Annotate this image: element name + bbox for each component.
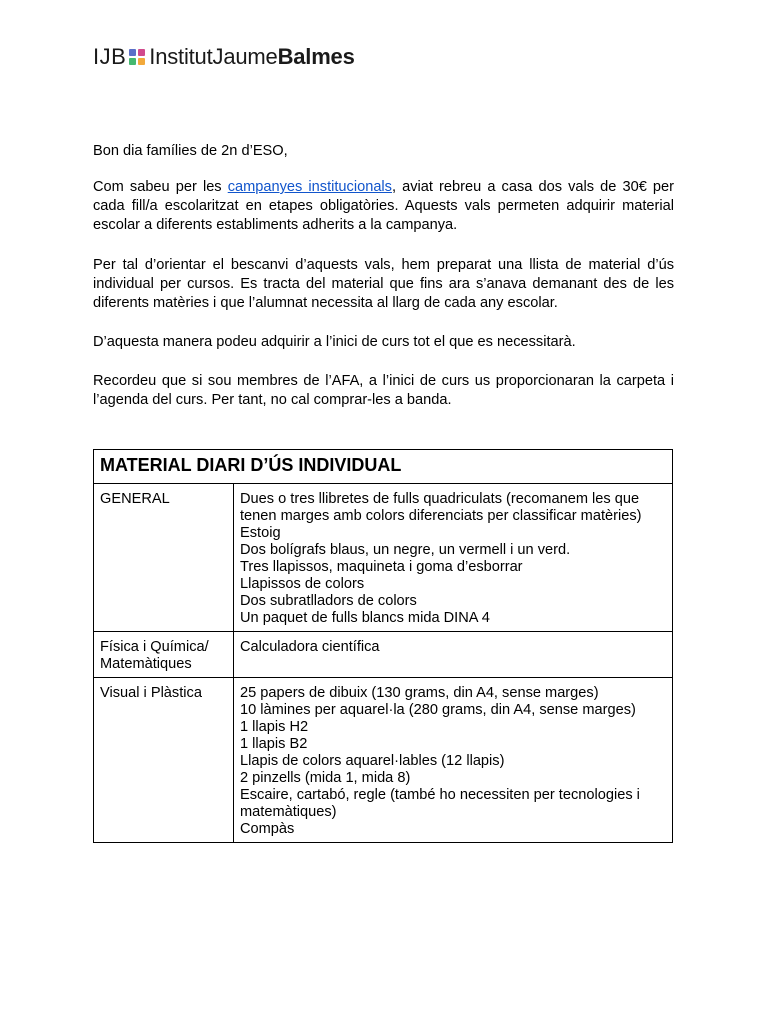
campaign-link[interactable]: campanyes institucionals: [227, 179, 392, 195]
paragraph-afa: Recordeu que si sou membres de l’AFA, a l’inici de curs us proporcionaran la carpeta i l’agenda del curs. Per tant, no cal comprar-les a banda.: [93, 373, 674, 408]
items-cell: [234, 632, 673, 678]
greeting: Bon dia famílies de 2n d’ESO,: [93, 143, 288, 159]
school-logo: [93, 44, 355, 70]
subject-cell: Física i Química/ Matemàtiques: [94, 632, 234, 678]
list-item: Dues o tres llibretes de fulls quadriculats (recomanem les que tenen marges amb colors diferenciats per classificar matèries): [240, 491, 642, 524]
list-item: 1 llapis B2: [240, 736, 308, 752]
paragraph-material-list: Per tal d’orientar el bescanvi d’aquests vals, hem preparat una llista de material d’ús individual per cursos. Es tracta del material que fins ara s’anava demanant des de les diferents matèries i que l’alumnat necessita al llarg de cada any escolar.: [93, 257, 674, 311]
list-item: Calculadora científica: [240, 639, 380, 655]
material-table: [93, 449, 673, 843]
table-row: [94, 632, 673, 678]
paragraph-acquire: D’aquesta manera podeu adquirir a l’inici de curs tot el que es necessitarà.: [93, 334, 576, 350]
list-item: 2 pinzells (mida 1, mida 8): [240, 770, 411, 786]
list-item: Escaire, cartabó, regle (també ho necessiten per tecnologies i matemàtiques): [240, 787, 640, 820]
list-item: Un paquet de fulls blancs mida DINA 4: [240, 610, 490, 626]
list-item: Dos subratlladors de colors: [240, 593, 417, 609]
subject-cell: Visual i Plàstica: [94, 678, 234, 843]
list-item: 25 papers de dibuix (130 grams, din A4, sense marges): [240, 685, 599, 701]
logo-dots-icon: [129, 49, 145, 65]
list-item: Llapissos de colors: [240, 576, 365, 592]
list-item: Dos bolígrafs blaus, un negre, un vermell i un verd.: [240, 542, 571, 558]
table-row: [94, 678, 673, 843]
list-item: Llapis de colors aquarel·lables (12 llapis): [240, 753, 505, 769]
paragraph-vouchers: Com sabeu per les campanyes institucionals, aviat rebreu a casa dos vals de 30€ per cada fill/a escolaritzat en etapes obligatòries. Aquests vals permeten adquirir material escolar a diferents establiments adherits a la campanya.: [93, 179, 674, 233]
logo-prefix: IJB: [93, 44, 127, 69]
items-cell: [234, 484, 673, 632]
subject-cell: GENERAL: [94, 484, 234, 632]
list-item: Compàs: [240, 821, 295, 837]
items-cell: [234, 678, 673, 843]
list-item: Tres llapissos, maquineta i goma d’esborrar: [240, 559, 523, 575]
table-row: [94, 484, 673, 632]
table-title: MATERIAL DIARI D’ÚS INDIVIDUAL: [94, 450, 673, 484]
list-item: Estoig: [240, 525, 281, 541]
logo-name: InstitutJaumeBalmes: [149, 44, 355, 69]
table-header-row: [94, 450, 673, 484]
list-item: 1 llapis H2: [240, 719, 309, 735]
list-item: 10 làmines per aquarel·la (280 grams, din A4, sense marges): [240, 702, 636, 718]
